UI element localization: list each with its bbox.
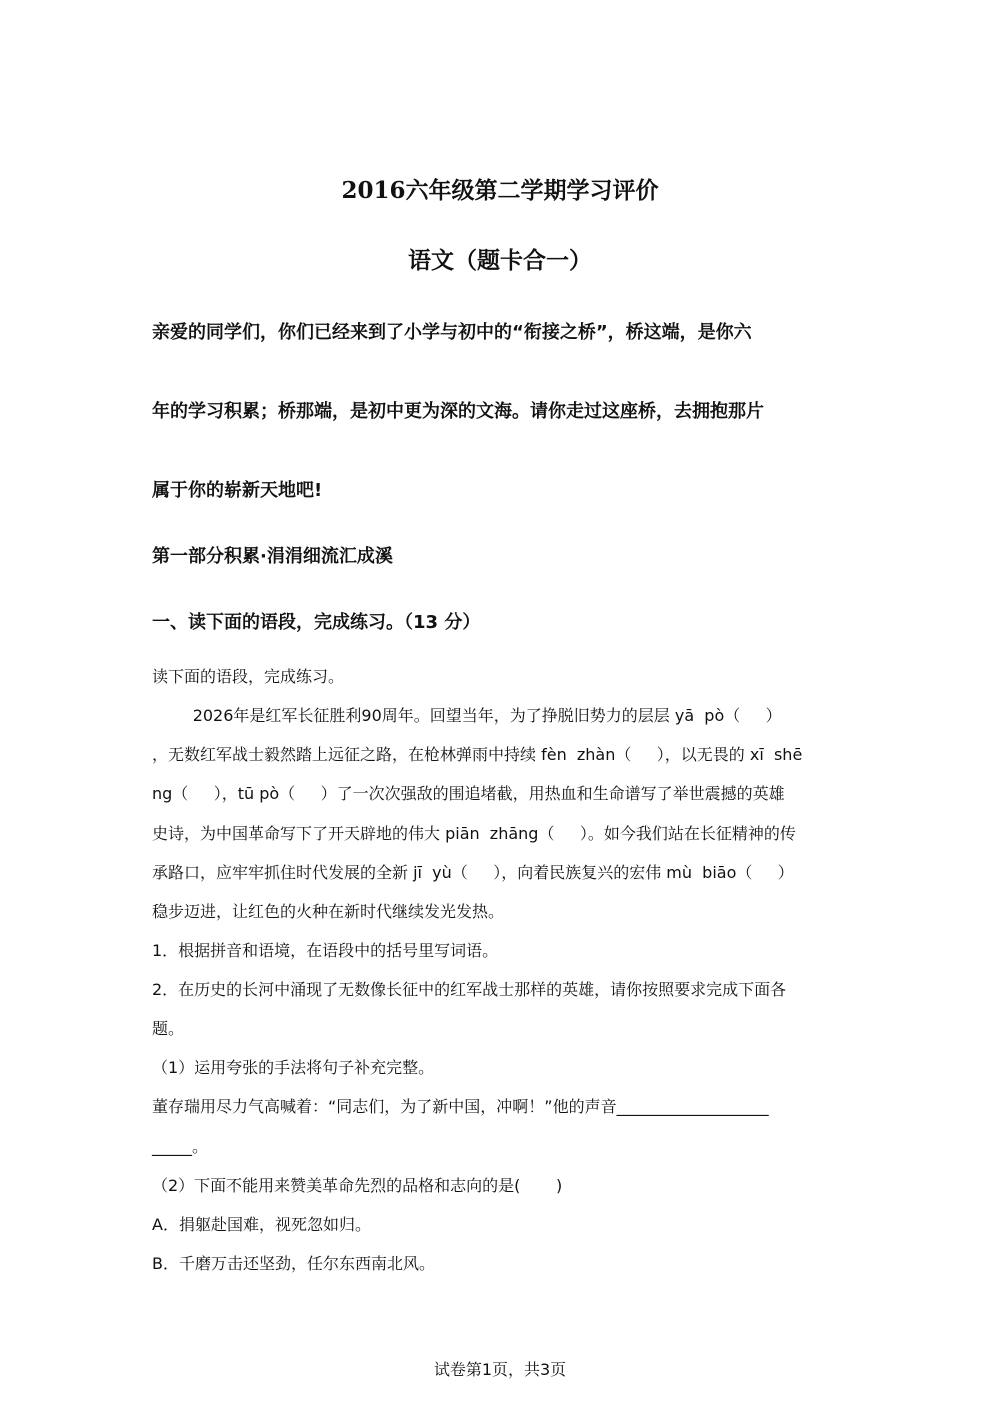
option-a: A．捐躯赴国难，视死忽如归。 [152,1215,371,1234]
instruction: 读下面的语段，完成练习。 [152,667,345,686]
exam-subtitle: 语文（题卡合一） [408,248,592,274]
page-footer: 试卷第1页，共3页 [433,1360,567,1379]
option-b: B．千磨万击还坚劲，任尔东西南北风。 [152,1254,435,1273]
passage-line-2: ，无数红军战士毅然踏上远征之路，在枪林弹雨中持续 fèn zhàn（ ），以无畏的 xī shē [152,745,803,764]
passage-line-6: 稳步迈进，让红色的火种在新时代继续发光发热。 [152,902,505,921]
question-2-sub-1-sentence: 董存瑞用尽力气高喊着：“同志们，为了新中国，冲啊！”他的声音___________________ [152,1097,769,1116]
passage-line-5: 承路口，应牢牢抓住时代发展的全新 jī yù（ ），向着民族复兴的宏伟 mù biāo（ ） [152,863,794,882]
passage-line-1: 2026年是红军长征胜利90周年。回望当年，为了挣脱旧势力的层层 yā pò（ ） [152,706,782,725]
intro-line-3: 属于你的崭新天地吧! [152,480,323,501]
question-2-sub-2: （2）下面不能用来赞美革命先烈的品格和志向的是( ) [152,1176,563,1195]
intro-line-1: 亲爱的同学们，你们已经来到了小学与初中的“衔接之桥”，桥这端，是你六 [152,322,752,343]
exam-title: 2016六年级第二学期学习评价 [341,177,659,204]
passage-line-4: 史诗，为中国革命写下了开天辟地的伟大 piān zhāng（ ）。如今我们站在长征精神的传 [152,824,796,843]
part-heading: 第一部分积累·涓涓细流汇成溪 [152,546,393,567]
question-2-line-2: 题。 [152,1019,185,1038]
question-2-line-1: 2．在历史的长河中涌现了无数像长征中的红军战士那样的英雄，请你按照要求完成下面各 [152,980,787,999]
question-2-sub-1-end: _____。 [152,1137,209,1156]
intro-line-2: 年的学习积累；桥那端，是初中更为深的文海。请你走过这座桥，去拥抱那片 [152,401,764,422]
question-1: 1．根据拼音和语境，在语段中的括号里写词语。 [152,941,499,960]
passage-line-3: ng（ ），tū pò（ ）了一次次强敌的围追堵截，用热血和生命谱写了举世震撼的英雄 [152,784,785,803]
section-heading: 一、读下面的语段，完成练习。（13 分） [152,612,481,633]
question-2-sub-1: （1）运用夸张的手法将句子补充完整。 [152,1058,435,1077]
